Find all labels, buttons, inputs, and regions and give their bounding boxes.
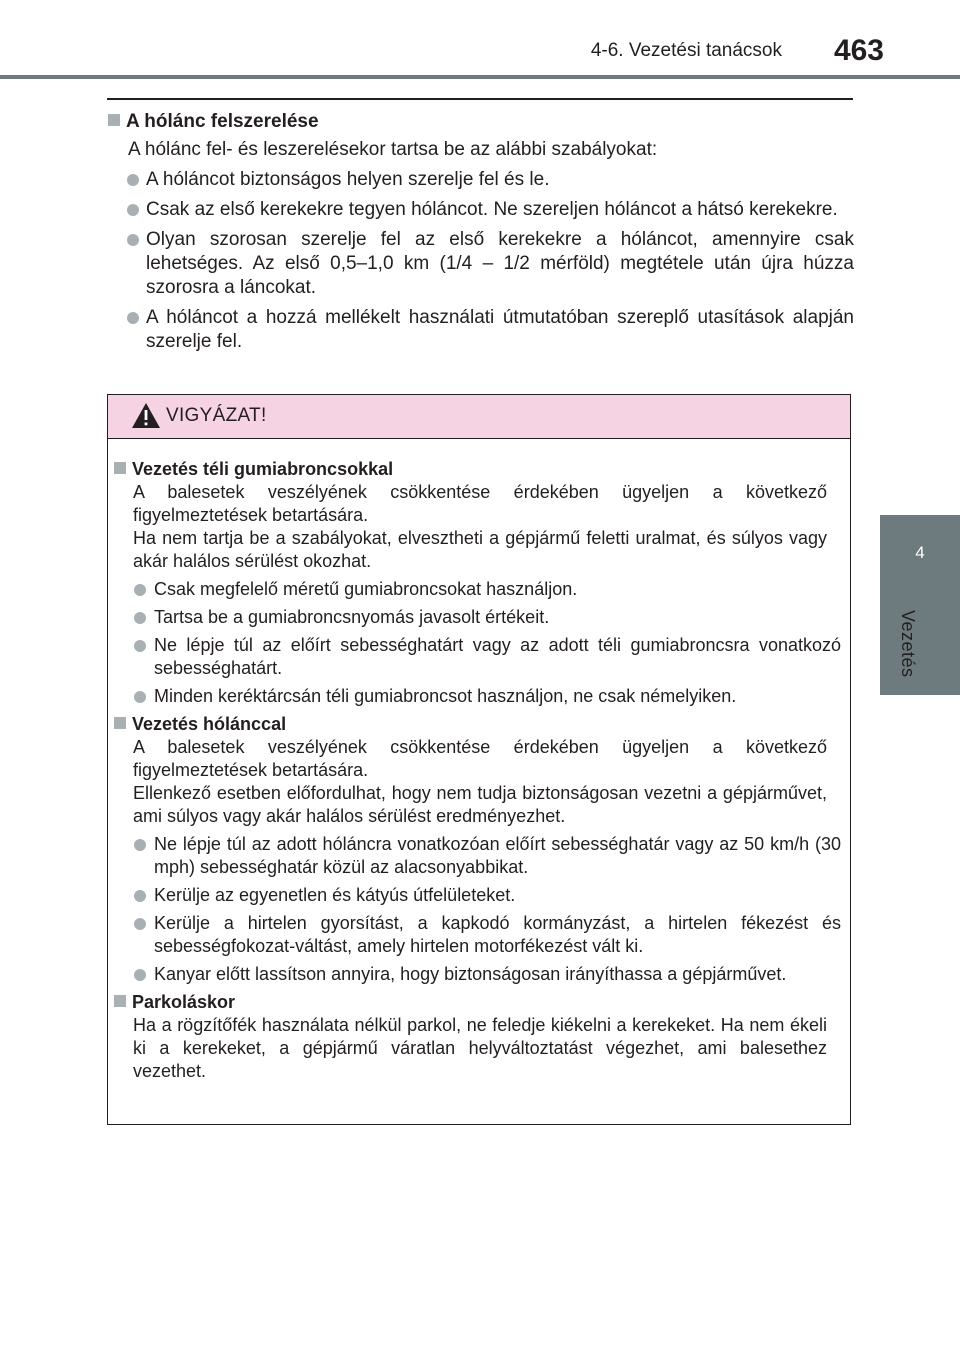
section-divider [107, 98, 853, 100]
main-heading: A hólánc felszerelése [108, 110, 854, 134]
warning-paragraph: Ha a rögzítőfék használata nélkül parkol, ne feledje kiékelni a kerekeket. Ha nem ékeli ki a kerekeket, a gépjármű váratlan helyváltoztatást végezhet, ami balesethez vezethet. [133, 1015, 827, 1081]
main-content [108, 106, 854, 354]
main-bullet-item: Csak az első kerekekre tegyen hóláncot. Ne szereljen hóláncot a hátsó kerekekre. [108, 198, 854, 222]
warning-bullet-item: Kerülje az egyenetlen és kátyús útfelületeket. [114, 884, 841, 907]
main-intro: A hólánc fel- és leszerelésekor tartsa be az alábbi szabályokat: [128, 139, 658, 160]
page-number: 463 [833, 34, 884, 67]
main-bullet-item: A hóláncot a hozzá mellékelt használati útmutatóban szereplő utasítások alapján szerelje fel. [108, 306, 854, 354]
round-bullet-icon [134, 969, 146, 981]
warning-paragraph: Ha nem tartja be a szabályokat, elvesztheti a gépjármű feletti uralmat, és súlyos vagy akár halálos sérülést okozhat. [133, 528, 827, 571]
chapter-tab [880, 515, 960, 695]
warning-bullet-item: Ne lépje túl az adott hóláncra vonatkozóan előírt sebességhatár vagy az 50 km/h (30 mph) sebességhatár közül az alacsonyabbikat. [114, 833, 841, 879]
square-bullet-icon [114, 995, 126, 1007]
chapter-title: Vezetés [898, 610, 918, 678]
warning-bullet-item: Kanyar előtt lassítson annyira, hogy biztonságosan irányíthassa a gépjárművet. [114, 963, 841, 986]
main-bullet-list [108, 168, 854, 354]
round-bullet-icon [134, 584, 146, 596]
warning-paragraph: A balesetek veszélyének csökkentése érdekében ügyeljen a következő figyelmeztetések betartására. [133, 482, 827, 525]
warning-section [114, 713, 841, 986]
round-bullet-icon [134, 890, 146, 902]
warning-bullet-item: Minden keréktárcsán téli gumiabroncsot használjon, ne csak némelyiken. [114, 685, 841, 708]
warning-triangle-icon [131, 402, 161, 429]
round-bullet-icon [127, 174, 139, 186]
round-bullet-icon [127, 204, 139, 216]
round-bullet-icon [127, 312, 139, 324]
round-bullet-icon [127, 234, 139, 246]
square-bullet-icon [114, 717, 126, 729]
warning-paragraph: A balesetek veszélyének csökkentése érdekében ügyeljen a következő figyelmeztetések betartására. [133, 737, 827, 780]
warning-section-heading: Vezetés téli gumiabroncsokkal [114, 458, 841, 481]
warning-header [108, 395, 850, 439]
warning-bullet-item: Kerülje a hirtelen gyorsítást, a kapkodó kormányzást, a hirtelen fékezést és sebességfokozat-váltást, amely hirtelen motorfékezést vált ki. [114, 912, 841, 958]
warning-section-heading: Parkoláskor [114, 991, 841, 1014]
warning-box [107, 394, 851, 1125]
round-bullet-icon [134, 640, 146, 652]
warning-section [114, 991, 841, 1083]
header-rule [0, 75, 960, 79]
square-bullet-icon [114, 462, 126, 474]
round-bullet-icon [134, 691, 146, 703]
warning-bullet-item: Csak megfelelő méretű gumiabroncsokat használjon. [114, 578, 841, 601]
warning-bullet-item: Tartsa be a gumiabroncsnyomás javasolt értékeit. [114, 606, 841, 629]
chapter-number: 4 [915, 543, 925, 562]
main-bullet-item: A hóláncot biztonságos helyen szerelje fel és le. [108, 168, 854, 192]
warning-section [114, 458, 841, 708]
warning-bullet-item: Ne lépje túl az előírt sebességhatárt vagy az adott téli gumiabroncsra vonatkozó sebességhatárt. [114, 634, 841, 680]
warning-paragraph: Ellenkező esetben előfordulhat, hogy nem tudja biztonságosan vezetni a gépjárművet, ami súlyos vagy akár halálos sérülést eredményezhet. [133, 783, 827, 826]
warning-title: VIGYÁZAT! [166, 405, 267, 426]
section-title: 4-6. Vezetési tanácsok [590, 40, 782, 61]
warning-section-heading: Vezetés hólánccal [114, 713, 841, 736]
round-bullet-icon [134, 839, 146, 851]
square-bullet-icon [108, 114, 120, 126]
round-bullet-icon [134, 918, 146, 930]
warning-body [108, 439, 850, 1083]
round-bullet-icon [134, 612, 146, 624]
main-bullet-item: Olyan szorosan szerelje fel az első kerekekre a hóláncot, amennyire csak lehetséges. Az első 0,5–1,0 km (1/4 – 1/2 mérföld) megtétele után újra húzza szorosra a láncokat. [108, 228, 854, 300]
